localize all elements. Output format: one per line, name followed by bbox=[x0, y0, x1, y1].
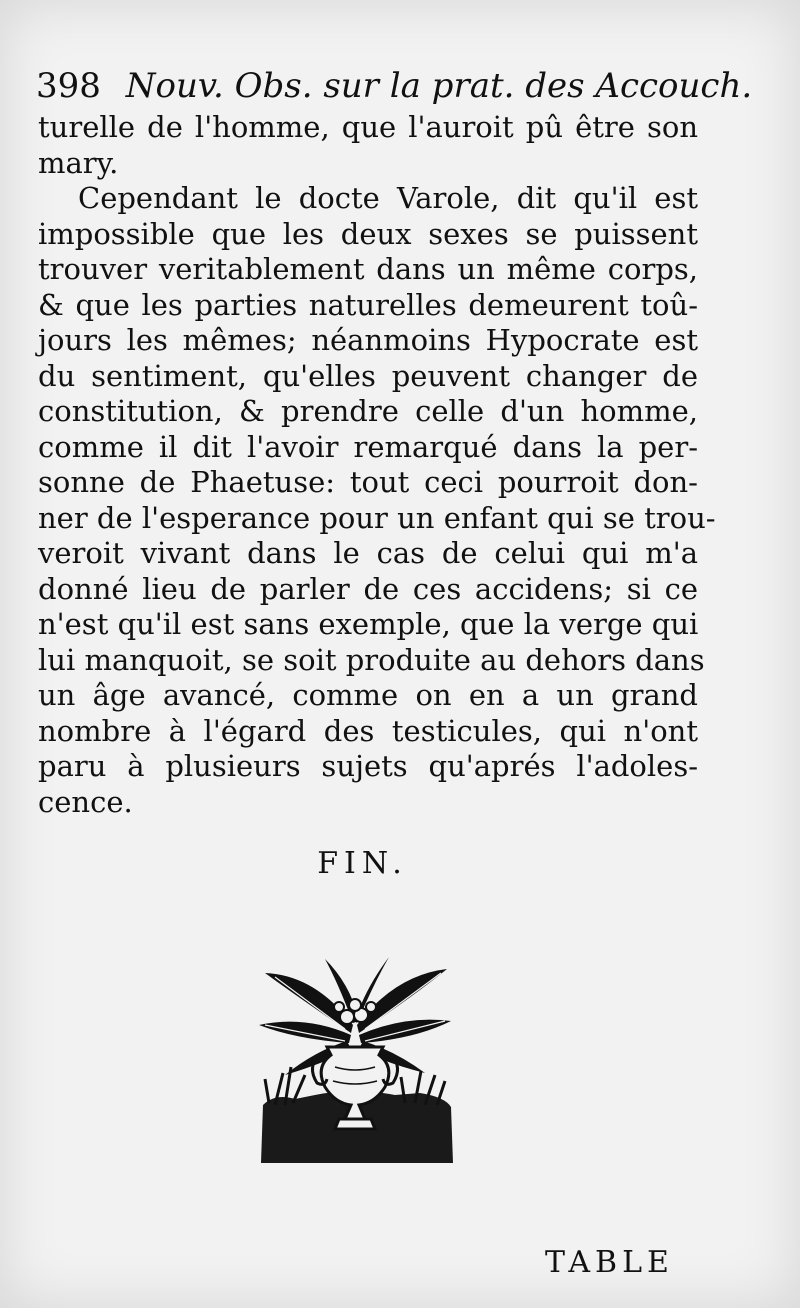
text-line: lui manquoit, se soit produite au dehors dans bbox=[38, 642, 705, 677]
vase-of-flowers-woodcut-icon bbox=[255, 955, 455, 1165]
text-line: Cependant le docte Varole, dit qu'il est bbox=[78, 181, 698, 215]
text-line: nombre à l'égard des testicules, qui n'ont bbox=[38, 713, 698, 748]
text-line: un âge avancé, comme on en a un grand bbox=[38, 678, 698, 712]
page-number: 398 bbox=[36, 66, 101, 106]
text-line: constitution, & prendre celle d'un homme, bbox=[38, 394, 698, 428]
text-line: veroit vivant dans le cas de celui qui m'a bbox=[38, 536, 698, 570]
text-line: n'est qu'il est sans exemple, que la verge qui bbox=[38, 607, 699, 641]
text-line: trouver veritablement dans un même corps, bbox=[38, 252, 698, 286]
text-line: cence. bbox=[38, 784, 133, 819]
catchword: TABLE bbox=[545, 1245, 674, 1280]
text-line: mary. bbox=[38, 145, 119, 180]
text-line: jours les mêmes; néanmoins Hypocrate est bbox=[38, 323, 698, 357]
text-line: sonne de Phaetuse: tout ceci pourroit don- bbox=[38, 465, 698, 499]
fin-heading: FIN. bbox=[317, 846, 408, 881]
running-title: Nouv. Obs. sur la prat. des Accouch. bbox=[125, 66, 753, 106]
text-line: comme il dit l'avoir remarqué dans la per- bbox=[38, 429, 698, 464]
text-line: paru à plusieurs sujets qu'aprés l'adoles- bbox=[38, 749, 698, 783]
body-text bbox=[38, 110, 716, 820]
text-line: & que les parties naturelles demeurent toû- bbox=[38, 287, 698, 322]
text-line: donné lieu de parler de ces accidens; si ce bbox=[38, 571, 698, 606]
text-line: impossible que les deux sexes se puissent bbox=[38, 216, 698, 251]
page-header bbox=[36, 66, 753, 106]
text-line: turelle de l'homme, que l'auroit pû être son bbox=[38, 110, 698, 144]
text-line: du sentiment, qu'elles peuvent changer de bbox=[38, 358, 698, 393]
text-line: ner de l'esperance pour un enfant qui se trou- bbox=[38, 500, 716, 535]
